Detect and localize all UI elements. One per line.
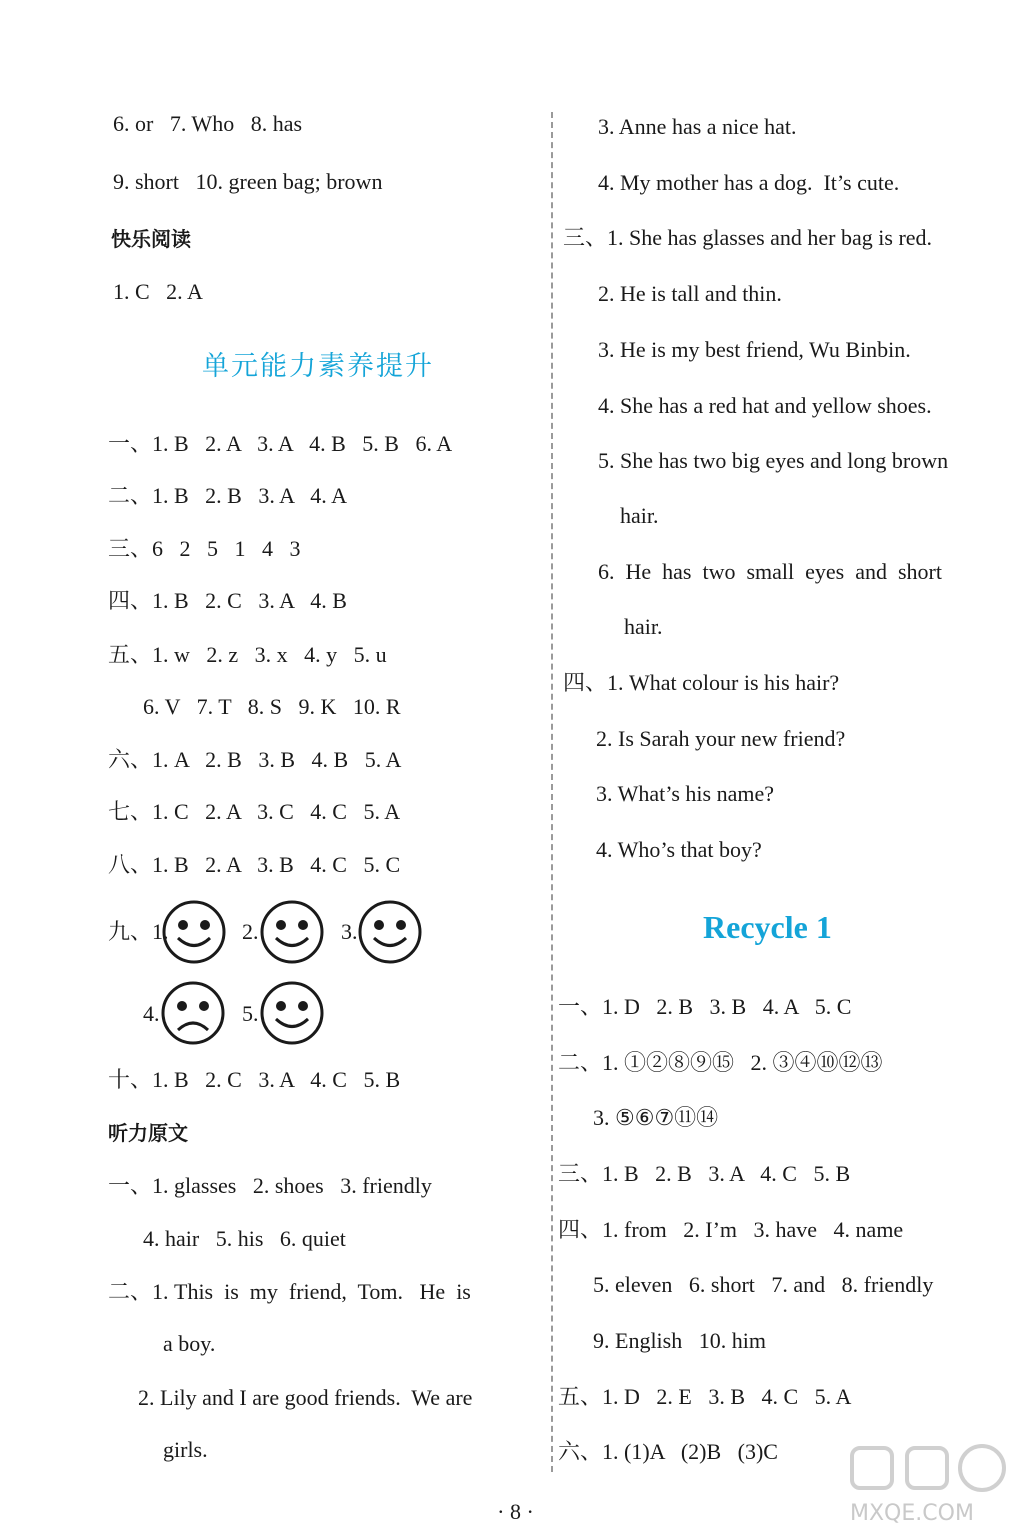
answer-line: 4. hair 5. his 6. quiet <box>143 1226 346 1251</box>
answer-line: 4. My mother has a dog. It’s cute. <box>598 170 900 195</box>
answer-line: 6. V 7. T 8. S 9. K 10. R <box>143 694 401 719</box>
answer-line: 6. He has two small eyes and short <box>598 559 942 584</box>
answer-line: 2. He is tall and thin. <box>598 281 782 306</box>
answer-line: 六、1. A 2. B 3. B 4. B 5. A <box>108 747 402 772</box>
section-heading-reading: 快乐阅读 <box>111 227 191 251</box>
answer-line: 五、1. D 2. E 3. B 4. C 5. A <box>558 1384 852 1409</box>
answer-line: 6. or 7. Who 8. has <box>113 111 303 136</box>
answer-line: 3. Anne has a nice hat. <box>598 114 797 139</box>
answer-line: 七、1. C 2. A 3. C 4. C 5. A <box>108 799 401 824</box>
answer-line: 3. He is my best friend, Wu Binbin. <box>598 337 911 362</box>
answer-line: 4. She has a red hat and yellow shoes. <box>598 393 932 418</box>
answer-line: 二、1. ①②⑧⑨⑮ 2. ③④⑩⑫⑬ <box>558 1050 883 1075</box>
smile-face-icon <box>357 899 423 965</box>
answer-line: 三、1. She has glasses and her bag is red. <box>563 225 933 250</box>
answer-line: 二、1. B 2. B 3. A 4. A <box>108 483 347 508</box>
unit-title: 单元能力素养提升 <box>202 351 434 382</box>
answer-line: 三、6 2 5 1 4 3 <box>108 536 301 561</box>
answer-line: 四、1. What colour is his hair? <box>563 670 840 695</box>
smile-face-icon <box>259 899 325 965</box>
answer-line: 2. Is Sarah your new friend? <box>596 726 846 751</box>
answer-line: 5. eleven 6. short 7. and 8. friendly <box>593 1272 934 1297</box>
answer-number: 九、1. <box>108 919 169 944</box>
answer-line: 六、1. (1)A (2)B (3)C <box>558 1439 778 1464</box>
answer-line: 3. ⑤⑥⑦⑪⑭ <box>593 1105 719 1130</box>
answer-line: 1. C 2. A <box>113 279 203 304</box>
answer-number: 2. <box>242 919 259 944</box>
smile-face-icon <box>161 899 227 965</box>
answer-number: 3. <box>341 919 358 944</box>
answer-line: 9. short 10. green bag; brown <box>113 169 383 194</box>
answer-line: 9. English 10. him <box>593 1328 766 1353</box>
answer-line: 5. She has two big eyes and long brown <box>598 448 949 473</box>
watermark-logo <box>832 1444 1022 1528</box>
answer-line: 4. Who’s that boy? <box>596 837 762 862</box>
answer-line: 十、1. B 2. C 3. A 4. C 5. B <box>108 1067 401 1092</box>
answer-line: 八、1. B 2. A 3. B 4. C 5. C <box>108 852 401 877</box>
answer-line: 四、1. from 2. I’m 3. have 4. name <box>558 1217 904 1242</box>
answer-line: 一、1. B 2. A 3. A 4. B 5. B 6. A <box>108 431 453 456</box>
answer-line: 一、1. D 2. B 3. B 4. A 5. C <box>558 994 852 1019</box>
answer-line: 三、1. B 2. B 3. A 4. C 5. B <box>558 1161 851 1186</box>
answer-line: hair. <box>620 503 659 528</box>
answer-number: 5. <box>242 1001 259 1026</box>
answer-line: 2. Lily and I are good friends. We are <box>138 1385 473 1410</box>
sad-face-icon <box>160 980 226 1046</box>
answer-line: 五、1. w 2. z 3. x 4. y 5. u <box>108 642 387 667</box>
column-divider <box>551 112 553 1472</box>
answer-line: 一、1. glasses 2. shoes 3. friendly <box>108 1173 432 1198</box>
svg-text:MXQE.COM: MXQE.COM <box>850 1501 974 1526</box>
answer-line: 四、1. B 2. C 3. A 4. B <box>108 588 347 613</box>
answer-line: 二、1. This is my friend, Tom. He is <box>108 1279 471 1304</box>
answer-number: 4. <box>143 1001 160 1026</box>
section-heading-listening: 听力原文 <box>108 1121 188 1145</box>
smile-face-icon <box>259 980 325 1046</box>
answer-line: a boy. <box>163 1331 216 1356</box>
answer-line: 3. What’s his name? <box>596 781 774 806</box>
answer-line: hair. <box>624 614 663 639</box>
page-number: · 8 · <box>497 1499 534 1524</box>
answer-line: girls. <box>163 1437 208 1462</box>
recycle-title: Recycle 1 <box>703 909 832 945</box>
